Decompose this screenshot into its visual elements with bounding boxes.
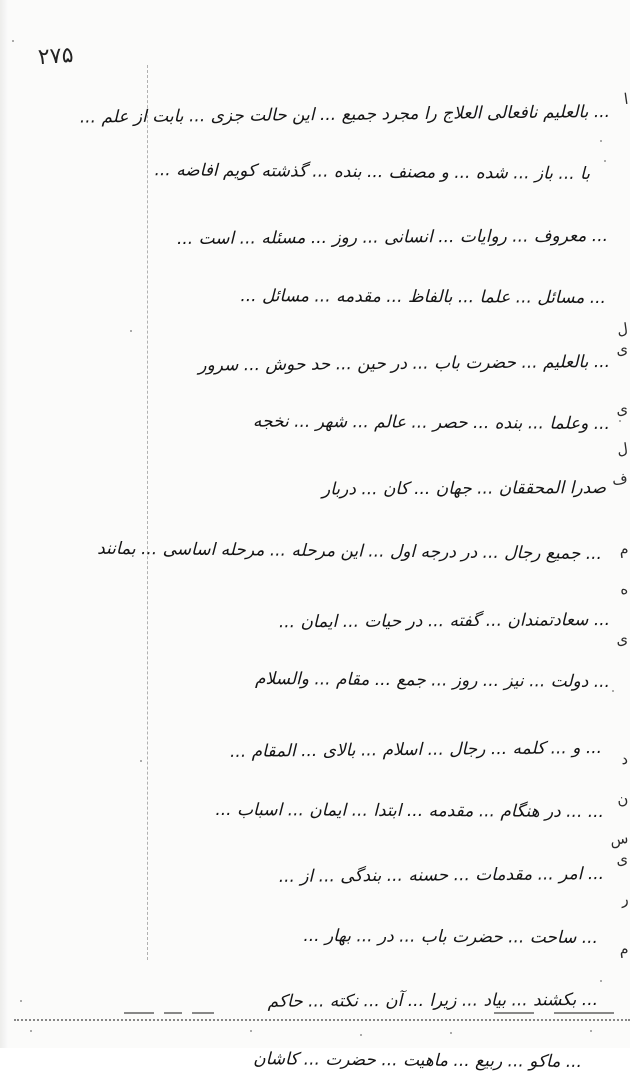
margin-mark: ل [615, 439, 630, 459]
manuscript-line: ... دولت ... نیز ... روز ... جمع ... مقام ... والسلام [254, 668, 611, 692]
bottom-dash [554, 1012, 614, 1014]
manuscript-line: ... بالعلیم نافعالی العلاج را مجرد جمیع ... این حالت جزی ... بابت از علم ... [79, 102, 611, 128]
manuscript-line: با ... باز ... شده ... و مصنف ... بنده ... گذشته کویم افاضه ... [154, 160, 591, 184]
manuscript-line: ... بالعلیم ... حضرت باب ... در حین ... حد حوش ... سرور [198, 352, 611, 376]
margin-mark: ا [622, 89, 630, 109]
manuscript-line: ... سعادتمندان ... گفته ... در حیات ... ایمان ... [278, 610, 611, 633]
manuscript-line: ... ساحت ... حضرت باب ... در ... بهار ... [303, 925, 599, 948]
margin-mark: م [617, 939, 630, 959]
bottom-dash [494, 1012, 534, 1014]
speck [30, 1030, 32, 1032]
speck [604, 160, 606, 162]
manuscript-line: ... معروف ... روایات ... انسانی ... روز ... مسئله ... است ... [176, 226, 609, 250]
manuscript-line: ... جمیع رجال ... در درجه اول ... این مرحله ... مرحله اساسی ... بمانند [97, 538, 603, 564]
manuscript-line: ... ماکو ... ربیع ... ماهیت ... حضرت ... کاشان [253, 1049, 583, 1072]
margin-mark: ی [615, 849, 630, 869]
speck [20, 1000, 22, 1002]
speck [130, 330, 132, 332]
speck [250, 1030, 252, 1032]
page-fold-shadow [0, 0, 8, 1048]
left-margin-rule [147, 65, 149, 960]
manuscript-line: ... وعلما ... بنده ... حصر ... عالم ... شهر ... نخجه [252, 411, 611, 434]
speck [612, 690, 614, 692]
speck [140, 760, 142, 762]
bottom-dash [192, 1012, 214, 1014]
margin-mark: د [620, 749, 630, 769]
manuscript-line: ... امر ... مقدمات ... حسنه ... بندگی ... از ... [278, 864, 605, 887]
margin-mark: ل [615, 319, 630, 339]
manuscript-line: ... و ... کلمه ... رجال ... اسلام ... بالای ... المقام ... [229, 738, 603, 762]
bottom-dash [124, 1012, 154, 1014]
right-margin-notes [604, 70, 630, 1010]
speck [600, 140, 602, 142]
margin-mark: ی [615, 399, 630, 419]
page-number: ۲۷۵ [37, 42, 75, 71]
manuscript-line: صدرا المحققان ... جهان ... کان ... دربار [321, 478, 607, 500]
manuscript-line: ... ... در هنگام ... مقدمه ... ابتدا ... ایمان ... اسباب ... [215, 799, 605, 822]
bottom-dash [164, 1012, 182, 1014]
speck [590, 1030, 592, 1032]
margin-mark: س [608, 828, 630, 850]
margin-mark: ی [615, 629, 630, 649]
margin-mark: م [617, 539, 630, 559]
manuscript-line: ... مسائل ... علما ... بالفاظ ... مقدمه ... مسائل ... [240, 286, 607, 308]
speck [360, 1034, 362, 1036]
margin-mark: ی [615, 339, 630, 359]
margin-mark: ه [618, 579, 630, 599]
speck [12, 40, 14, 42]
margin-mark: ف [611, 469, 630, 489]
bottom-dotted-line [14, 1019, 630, 1021]
speck [619, 420, 621, 422]
margin-mark: ن [615, 789, 630, 809]
bottom-rule [14, 1012, 630, 1026]
manuscript-line: ... بکشند ... بیاد ... زیرا ... آن ... نکته ... حاکم [267, 990, 599, 1012]
speck [600, 980, 602, 982]
margin-mark: ر [619, 889, 630, 909]
speck [450, 1032, 452, 1034]
